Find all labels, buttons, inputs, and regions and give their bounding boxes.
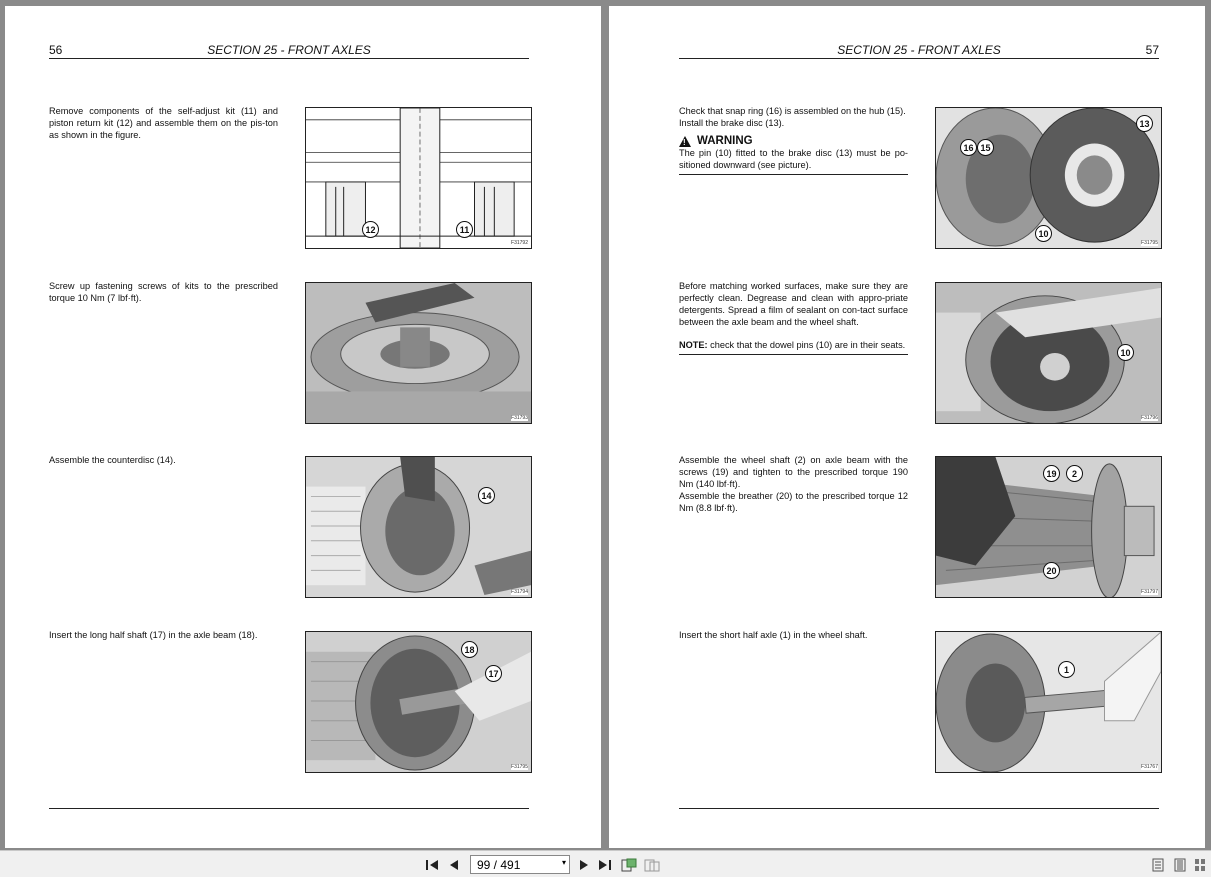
callout-16: 16 [960,139,977,156]
step-text: Insert the short half axle (1) in the wheel shaft. [679,630,868,640]
callout-19: 19 [1043,465,1060,482]
single-page-icon[interactable] [1151,856,1165,873]
callout-17: 17 [485,665,502,682]
callout-2: 2 [1066,465,1083,482]
page-header [679,43,1159,59]
callout-20: 20 [1043,562,1060,579]
right-page [609,6,1205,848]
step-text: Insert the long half shaft (17) in the axle beam (18). [49,630,258,640]
figure-code: F31795 [1141,240,1158,246]
step-text: Screw up fastening screws of kits to the prescribed torque 10 Nm (7 lbf·ft). [49,281,278,303]
page-footer-rule [679,808,1159,809]
page-number-input[interactable]: 99 / 491 ▾ [470,855,570,874]
callout-13: 13 [1136,115,1153,132]
step-block [679,105,908,175]
divider [679,354,908,355]
section-title: SECTION 25 - FRONT AXLES [837,43,1001,57]
page-number: 56 [49,43,63,57]
grid-view-icon[interactable] [1193,856,1207,873]
figure-fastening-screws [305,282,532,424]
figure-counterdisc [305,456,532,598]
callout-1: 1 [1058,661,1075,678]
note-text: NOTE: check that the dowel pins (10) are in their seats. [679,340,906,350]
viewer-toolbar [0,850,1211,877]
figure-short-half-axle [935,631,1162,773]
step-text: Check that snap ring (16) is assembled on the hub (15). [679,106,906,116]
page-header [49,43,529,59]
figure-code: F31796 [1141,415,1158,421]
figure-self-adjust-kit [305,107,532,249]
first-page-icon[interactable] [424,856,440,873]
figure-code: F31767 [1141,764,1158,770]
figure-code: F31797 [1141,589,1158,595]
step-text: Assemble the wheel shaft (2) on axle beam with the screws (19) and tighten to the prescribed torque 190 Nm (140 lbf·ft). [679,455,908,489]
fit-width-icon[interactable] [643,856,661,873]
figure-long-half-shaft [305,631,532,773]
last-page-icon[interactable] [597,856,613,873]
step-block [679,280,908,355]
callout-11: 11 [456,221,473,238]
chevron-down-icon[interactable]: ▾ [561,858,566,867]
figure-code: F31795 [511,764,528,770]
callout-10: 10 [1117,344,1134,361]
two-page-icon[interactable] [1173,856,1187,873]
step-text: Remove components of the self-adjust kit (11) and piston return kit (12) and assemble them on the pis-ton as shown in the figure. [49,106,278,140]
page-footer-rule [49,808,529,809]
callout-10: 10 [1035,225,1052,242]
fit-page-icon[interactable] [620,856,638,873]
next-page-icon[interactable] [577,856,591,873]
figure-brake-disc [935,107,1162,249]
figure-code: F31794 [511,589,528,595]
step-text: Assemble the breather (20) to the prescribed torque 12 Nm (8.8 lbf·ft). [679,491,908,513]
section-title: SECTION 25 - FRONT AXLES [207,43,371,57]
figure-code: F31792 [511,240,528,246]
warning-heading: ! WARNING [679,135,908,147]
figure-wheel-shaft [935,456,1162,598]
callout-18: 18 [461,641,478,658]
step-block [679,454,908,514]
warning-icon [679,136,691,147]
divider [679,174,908,175]
figure-sealant-surface [935,282,1162,424]
step-text: Install the brake disc (13). [679,118,785,128]
step-text: Before matching worked surfaces, make sure they are perfectly clean. Degrease and clean with appro-priate detergents. Spread a film of sealant on con-tact surface between the axle beam and the wheel shaft. [679,281,908,327]
page-number: 57 [1145,43,1159,57]
left-page [5,6,601,848]
callout-14: 14 [478,487,495,504]
prev-page-icon[interactable] [447,856,461,873]
callout-12: 12 [362,221,379,238]
callout-15: 15 [977,139,994,156]
figure-code: F31793 [511,415,528,421]
step-text: Assemble the counterdisc (14). [49,455,176,465]
warning-text: The pin (10) fitted to the brake disc (13) must be po-sitioned downward (see picture). [679,148,908,170]
